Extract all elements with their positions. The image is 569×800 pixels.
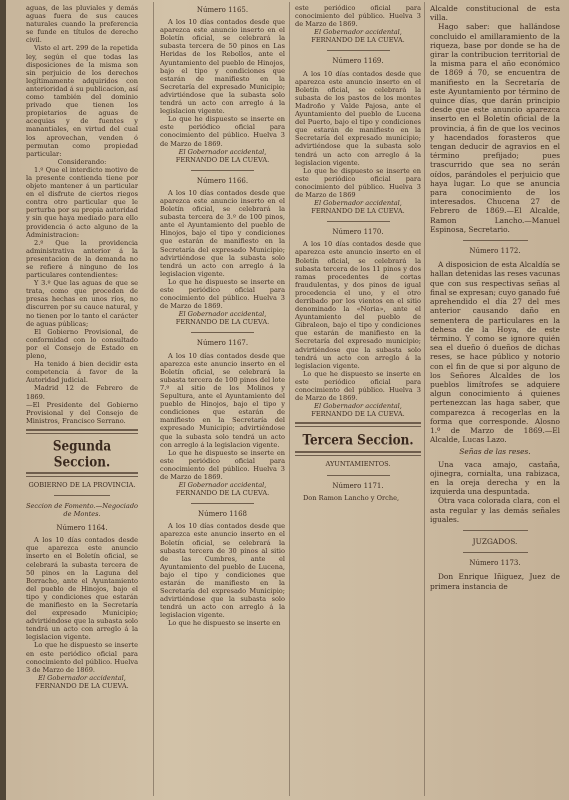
- notice-body: Lo que he dispuesto se inserte en este periódico oficial para conocimiento del público. Huelva 3 de Marzo de 1869.: [160, 115, 285, 148]
- notice-number: Número 1169.: [332, 57, 384, 66]
- divider: [327, 475, 390, 476]
- section-divider: [295, 422, 421, 427]
- divider: [54, 495, 110, 496]
- paragraph: Una vaca amajo, castaña, ojinegra, cornialta, una rabizaca, en la oreja derecha y en la izquierda una despuntada.: [430, 459, 560, 497]
- paragraph: Otra vaca colorada clara, con el asta regular y las demás señales iguales.: [430, 496, 560, 524]
- notice-number: Número 1166.: [196, 176, 249, 185]
- column-rule: [289, 2, 290, 796]
- page-edge-shadow: [0, 0, 6, 800]
- column-rule: [424, 2, 425, 796]
- notice-number: Número 1171.: [332, 481, 384, 490]
- notice-body: Lo que he dispuesto se inserte en este periódico oficial para conocimiento del público. Huelva 3 de Marzo de 1869.: [160, 448, 285, 481]
- paragraph: Don Enrique Iñiguez, Juez de primera instancia de: [430, 572, 560, 591]
- subsection-heading: GOBIERNO DE LA PROVINCIA.: [28, 480, 136, 489]
- paragraph: Visto el art. 299 de la repetida ley, según el que todas las disposiciones de la misma son sin perjuicio de los derechos legítimamente adquiridos con anterioridad á su publicacion, así como también del dominio privado que tienen los propietarios de aguas de acequias y de fuentes y manantiales, en virtud del cual los aprovechan, venden ó permutan como propiedad particular:: [26, 44, 138, 158]
- divider: [191, 170, 254, 171]
- divider: [327, 50, 390, 51]
- notice-body: A los 10 días contados desde que aparezca este anuncio inserto en el Boletín oficial, se celebrará la subasta de los pastos de los montes Madroño y Valde Pajosa, ante el Ayuntamiento del pueblo de Lucena del Puerto, bajo el tipo y condiciones que estarán de manifiesto en la Secretaría del expresado municipio; advirtiéndose que la subasta solo tendrá un acto con arreglo á la legislacion vigente.: [295, 69, 421, 167]
- paragraph: aguas, de las pluviales y demás aguas fuera de sus cauces naturales cuando la preferencia se funde en títulos de derecho civil.: [26, 4, 138, 45]
- governor-title: El Gobernador accidental,: [178, 147, 267, 156]
- paragraph: Ha tenido á bien decidir esta competencia á favor de la Autoridad judicial.: [26, 360, 138, 385]
- column-4: [430, 4, 560, 796]
- notice-number: Número 1173.: [469, 559, 521, 568]
- paragraph: 1.º Que el interdicto motivo de la presente contienda tiene por objeto mantener á un particular en el disfrute de ciertos riegos contra otro particular que le perturba por su propia autoridad y sin que haya mediado para ello providencia ó acto alguno de la Administracion:: [26, 165, 138, 239]
- section-heading: Tercera Seccion.: [302, 432, 414, 449]
- notice-body: Lo que he dispuesto se inserte en este periódico oficial para conocimiento del público. Huelva 3 de Marzo de 1869.: [295, 369, 421, 403]
- column-1: [26, 4, 138, 796]
- notice-number: Número 1164.: [56, 524, 108, 533]
- notice-body: Lo que he dispuesto se inserte en: [168, 619, 281, 628]
- notice-body: A los 10 días contados desde que aparezca este anuncio inserto en el Boletín oficial, se celebrará la subasta tercera de 100 pinos del lote 7.º al sitio de los Molinos y Sepultura, ante el Ayuntamiento del pueblo de Hinojos, bajo el tipo y condiciones que estarán de manifiesto en la Secretaría del expresado Municipio; advirtiéndose que la subasta solo tendrá un acto con arreglo á la legislacion vigente.: [160, 351, 285, 449]
- divider: [463, 240, 528, 241]
- paragraph: A disposicion de esta Alcaldía se hallan detenidas las reses vacunas que con sus respectivas señas al final se expresan; cuyo ganado fué aprehendido el día 27 del mes anterior causando daño en sementera de particulares en la dehesa de la Hoya, de este término. Y como se ignore quién sea el dueño ó dueños de dichas reses, se hace público y notorio con el fin de que si por alguno de los Señores Alcaldes de los pueblos limítrofes se adquiere algun conocimiento á quienes pertenezcan las haga saber, que comparezca á recogerlas en la forma que corresponde. Alosno 1.º de Marzo de 1869.—El Alcalde, Lucas Lazo.: [430, 260, 560, 445]
- notice-body: A los 10 días contados desde que aparezca este anuncio inserto en el Boletín oficial, se celebrará la subasta tercera de 50 pinos en Las Heridas de los Rebollos, ante el Ayuntamiento del pueblo de Hinojos, bajo el tipo y condiciones que estarán de manifiesto en la Secretaría del expresado Municipio; advirtiéndose que la subasta solo tendrá un acto con arreglo á la legislacion vigente.: [160, 18, 285, 116]
- paragraph: Hago saber: que hallándose concluido el amillaramiento de la riqueza, base por donde se ha de girar la contribucion territorial de la misma para el año económico de 1869 á 70, se encuentra de manifiesto en la Secretaría de este Ayuntamiento por término de quince días, que darán principio desde que este anuncio aparezca inserto en el Boletín oficial de la provincia, á fin de que los vecinos y hacendados forasteros que tengan deducir de agravios en el término prefijado; pues trascurrido que sea no serán oídos, parándoles el perjuicio que haya lugar. Lo que se anuncia para conocimiento de los interesados. Chucena 27 de Febrero de 1869.—El Alcalde, Ramon Lancho.—Manuel Espinosa, Secretario.: [430, 22, 560, 234]
- paragraph: Alcalde constitucional de esta villa.: [430, 4, 560, 23]
- column-2: [160, 4, 285, 796]
- department-heading: Seccion de Fomento.—Negociado de Montes.: [26, 501, 138, 519]
- notice-body: Don Ramon Lancho y Orche,: [303, 493, 400, 502]
- subsection-heading: AYUNTAMIENTOS.: [325, 460, 391, 469]
- section-divider: [26, 429, 138, 434]
- divider: [463, 552, 528, 553]
- notice-body: A los 10 días contados desde que aparezca este anuncio inserto en el Boletín oficial, se celebrará la subasta tercera de 50 pinos en la Laguna del Borracho, ante el Ayuntamiento del pueblo de Hinojos, bajo el tipo y condiciones que estarán de manifiesto en la Secretaría del expresado Municipio; advirtiéndose que la subasta solo tendrá un acto con arreglo á la legislacion vigente.: [26, 536, 138, 642]
- divider: [463, 530, 528, 531]
- notice-body: A los 10 días contados desde que aparezca este anuncio inserto en el Boletín oficial, se celebrará la subasta tercera de 30 pinos al sitio de las Cumbres, ante el Ayuntamiento del pueblo de Lucena, bajo el tipo y condiciones que estarán de manifiesto en la Secretaría del expresado Municipio; advirtiéndose que la subasta solo tendrá un acto con arreglo á la legislacion vigente.: [160, 522, 285, 620]
- decree-signature: —El Presidente del Gobierno Provisional y del Consejo de Ministros, Francisco Serrano.: [26, 400, 138, 425]
- governor-title: El Gobernador accidental,: [38, 673, 126, 682]
- governor-name: FERNANDO DE LA CUEVA.: [311, 410, 405, 419]
- governor-title: El Gobernador accidental,: [314, 28, 402, 37]
- section-divider: [26, 472, 138, 477]
- governor-title: El Gobernador accidental,: [314, 402, 402, 411]
- paragraph: 2.º Que la providencia administrativa anterior á la presentacion de la demanda no se refiere á ninguno de los particulares contendientes:: [26, 238, 138, 280]
- governor-name: FERNANDO DE LA CUEVA.: [175, 155, 270, 164]
- paragraph: El Gobierno Provisional, de conformidad con lo consultado por el Consejo de Estado en pleno,: [26, 327, 138, 361]
- governor-name: FERNANDO DE LA CUEVA.: [311, 36, 405, 45]
- governor-title: El Gobernador accidental,: [178, 310, 267, 319]
- notice-body: A los 10 días contados desde que aparezca este anuncio inserto en el Boletín oficial, se celebrará la subasta tercera de 3.º de 100 pinos, ante el Ayuntamiento del pueblo de Hinojos, bajo el tipo y condiciones que estarán de manifiesto en la Secretaría del expresado Municipio; advirtiéndose que la subasta solo tendrá un acto con arreglo á la legislacion vigente.: [160, 188, 285, 278]
- divider: [191, 332, 254, 333]
- subheading: Señas de las reses.: [459, 447, 531, 457]
- notice-body: Lo que he dispuesto se inserte en este periódico oficial para conocimiento del público. Huelva 3 de Marzo de 1869.: [160, 277, 285, 311]
- governor-name: FERNANDO DE LA CUEVA.: [175, 489, 270, 498]
- notice-body: este periódico oficial para conocimiento del público. Huelva 3 de Marzo de 1869.: [295, 4, 421, 29]
- decree-date: Madrid 12 de Febrero de 1869.: [26, 384, 138, 401]
- subsection-heading: JUZGADOS.: [472, 536, 518, 546]
- governor-name: FERNANDO DE LA CUEVA.: [311, 207, 405, 216]
- divider: [191, 503, 254, 504]
- notice-body: Lo que he dispuesto se inserte en este periódico oficial para conocimiento del público. Huelva 3 de Marzo de 1869: [295, 166, 421, 199]
- notice-number: Número 1170.: [332, 228, 384, 237]
- section-divider: [295, 451, 421, 456]
- governor-title: El Gobernador accidental,: [178, 481, 267, 490]
- notice-number: Número 1168: [197, 510, 247, 519]
- notice-number: Número 1172.: [469, 247, 521, 256]
- column-rule: [153, 2, 154, 796]
- governor-title: El Gobernador accidental,: [314, 199, 402, 208]
- governor-name: FERNANDO DE LA CUEVA.: [175, 318, 270, 327]
- section-heading: Segunda Seccion.: [52, 437, 112, 470]
- divider: [327, 221, 390, 222]
- notice-number: Número 1165.: [196, 6, 249, 14]
- governor-name: FERNANDO DE LA CUEVA.: [35, 681, 129, 690]
- notice-number: Número 1167.: [196, 339, 249, 348]
- paragraph: Considerando:: [57, 157, 107, 166]
- notice-body: A los 10 días contados desde que aparezca este anuncio inserto en el Boletín oficial, se celebrará la subasta tercera de los 11 pinos y dos ramas procedentes de cortas fraudulentas, y dos pinos de igual procedencia el uno, y el otro derribado por los vientos en el sitio denominado la «Noria», ante el Ayuntamiento del pueblo de Gibraleon, bajo el tipo y condiciones que estarán de manifiesto en la Secretaría del expresado municipio; advirtiéndose que la subasta solo tendrá un acto con arreglo á la legislacion vigente.: [295, 240, 421, 370]
- notice-body: Lo que he dispuesto se inserte en este periódico oficial para conocimiento del público. Huelva 3 de Marzo de 1869.: [26, 641, 138, 674]
- column-3: [295, 4, 421, 796]
- paragraph: Y 3.º Que las aguas de que se trata, como que proceden de presas hechas en unos ríos, no discurren por su cauce natural, y no tienen por lo tanto el carácter de aguas públicas;: [26, 279, 138, 328]
